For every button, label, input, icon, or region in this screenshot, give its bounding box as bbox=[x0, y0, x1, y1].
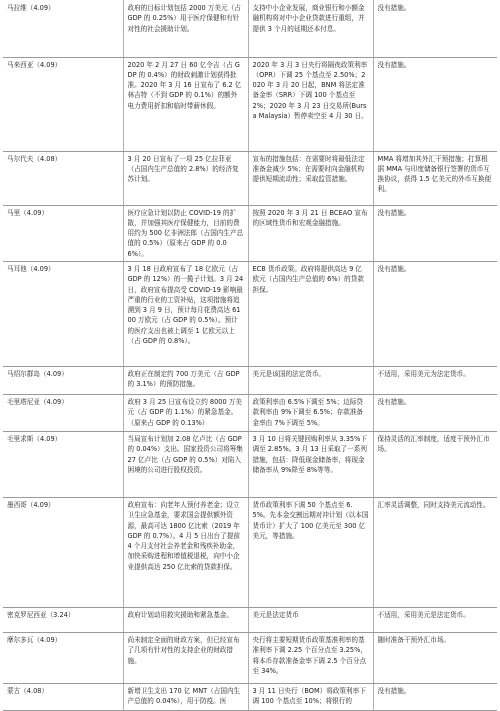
fiscal-measures-cell: 尚未制定全面的财政方案，但已经宣布了几项有针对性的支持企业的财政措施。 bbox=[123, 632, 248, 683]
table-row bbox=[3, 431, 497, 497]
table-row bbox=[3, 394, 497, 431]
fiscal-measures-cell: 政府 3 月 25 日宣布设立约 8000 万美元（占 GDP 的 1.1%）的紧急基金。（原来占 GDP 的 0.13%） bbox=[123, 394, 248, 431]
table-row bbox=[3, 607, 497, 632]
country-cell: 毛里求斯（4.09） bbox=[3, 431, 123, 497]
table-row bbox=[3, 683, 497, 710]
table-row bbox=[3, 261, 497, 366]
country-cell: 毛里塔尼亚（4.09） bbox=[3, 394, 123, 431]
table-row bbox=[3, 0, 497, 57]
table-row bbox=[3, 632, 497, 683]
country-cell: 马拉维（4.09） bbox=[3, 0, 123, 57]
monetary-measures-cell: 宣布的措施包括：在需要时将最低法定准备金减少 5%；在需要时向金融机构提供短期流动性；采取监管措施。 bbox=[248, 151, 373, 205]
fx-measures-cell: 没有措施。 bbox=[373, 0, 497, 57]
monetary-measures-cell: 按照 2020 年 3 月 21 日 BCEAO 宣布的区域性货币和宏观金融措施。 bbox=[248, 205, 373, 261]
monetary-measures-cell: 货币政策利率下调 50 个基点至 6.5%。先本金交割远期对冲计划（以本国货币计）扩大了 100 亿美元至 300 亿美元，等措施。 bbox=[248, 497, 373, 607]
fiscal-measures-cell: 2020 年 2 月 27 日 60 亿令吉（占 GDP 的 0.4%）的财政刺激计划获得批准。2020 年 3 月 16 日宣布了 6.2 亿林吉特（不到 GDP 的 0.1%）的额外电力费用折扣和临时带薪休假。 bbox=[123, 57, 248, 151]
monetary-measures-cell: 3 月 11 日央行（BOM）将政策利率下调 100 个基点至 10%；将银行的 bbox=[248, 683, 373, 710]
table-row bbox=[3, 366, 497, 394]
fiscal-measures-cell: 政府的目标计划包括 2000 万美元（占 GDP 的 0.25%）用于医疗保健和有针对性的社会援助计划。 bbox=[123, 0, 248, 57]
fx-measures-cell: 没有措施。 bbox=[373, 57, 497, 151]
monetary-measures-cell: 2020 年 3 月 3 日央行将隔夜政策利率（OPR）下调 25 个基点至 2.50%；2020 年 3 月 20 日起，BNM 将法定准备金率（SRR）下调 100 个基点至 2%；2020 年 3 月 23 日交易所(Bursa Malaysia）暂停卖空至 4 月 30 日。 bbox=[248, 57, 373, 151]
country-cell: 摩尔多瓦（4.09） bbox=[3, 632, 123, 683]
table-row bbox=[3, 57, 497, 151]
fiscal-measures-cell: 3 月 20 日宣布了一项 25 亿拉菲亚（占国内生产总值的 2.8%）的经济复苏计划。 bbox=[123, 151, 248, 205]
country-cell: 马耳他（4.09） bbox=[3, 261, 123, 366]
fx-measures-cell: 汇率灵活调整，同时支持美元流动性。 bbox=[373, 497, 497, 607]
monetary-measures-cell: 央行将主要短期货币政策基准利率的基准利率下调 2.25 个百分点至 3.25%，将本币存款准备金率下调 2.5 个百分点至 34%。 bbox=[248, 632, 373, 683]
fx-measures-cell: 没有措施。 bbox=[373, 261, 497, 366]
fiscal-measures-cell: 当局宣布计划加 2.08 亿卢比（占 GDP 的 0.04%）支出。国家投资公司将筹集 27 亿卢比（占 GDP 的 0.5%）对陷入困境的公司进行股权投资。 bbox=[123, 431, 248, 497]
fx-measures-cell: MMA 将增加其外汇干预措施；打算根据 MMA 与印度储备银行签署的货币互换协议，获得 1.5 亿美元的外币互换便利。 bbox=[373, 151, 497, 205]
country-cell: 密克罗尼西亚（3.24） bbox=[3, 607, 123, 632]
fiscal-measures-cell: 医疗应急计划以防止 COVID-19 的扩散，并加强其医疗保健能力，目前的费用约为 500 亿非洲法郎（占国内生产总值的 0.5%）（原来占 GDP 的 0.06%）。 bbox=[123, 205, 248, 261]
country-cell: 马尔代夫（4.08） bbox=[3, 151, 123, 205]
fiscal-measures-cell: 新增卫生支出 170 亿 MNT（占国内生产总值的 0.04%），用于防疫。医 bbox=[123, 683, 248, 710]
country-cell: 墨西哥（4.09） bbox=[3, 497, 123, 607]
country-cell: 马来西亚（4.09） bbox=[3, 57, 123, 151]
monetary-measures-cell: 美元是该国的法定货币。 bbox=[248, 366, 373, 394]
country-cell: 马里（4.09） bbox=[3, 205, 123, 261]
monetary-measures-cell: 政策利率由 6.5%下调至 5%；边际贷款利率由 9%下调至 6.5%；存款准备金率由 7%下调至 5%。 bbox=[248, 394, 373, 431]
country-cell: 蒙古（4.08） bbox=[3, 683, 123, 710]
fiscal-measures-cell: 政府计划动用救灾援助和紧急基金。 bbox=[123, 607, 248, 632]
monetary-measures-cell: 3 月 10 日将关键回购利率从 3.35%下调至 2.85%。3 月 13 日采取了一系列措施，包括：降低现金储备率，将现金储备率从 9%降至 8%等等。 bbox=[248, 431, 373, 497]
fx-measures-cell: 没有措施。 bbox=[373, 683, 497, 710]
table-row bbox=[3, 205, 497, 261]
monetary-measures-cell: 美元是法定货币 bbox=[248, 607, 373, 632]
fx-measures-cell: 没有措施。 bbox=[373, 205, 497, 261]
monetary-measures-cell: 支持中小企业发展，商业银行和小额金融机构将对中小企业贷款进行重组，并提供 3 个月的延期还本付息。 bbox=[248, 0, 373, 57]
fx-measures-cell: 不适用，采用美元是法定货币。 bbox=[373, 607, 497, 632]
fiscal-measures-cell: 政府正在制定约 700 万美元（占 GDP 的 3.1%）的预防措施。 bbox=[123, 366, 248, 394]
monetary-measures-cell: ECB 货币政策。政府将提供高达 9 亿欧元（占国内生产总值的 6%）的贷款担保。 bbox=[248, 261, 373, 366]
fx-measures-cell: 不适用，采用美元为法定货币。 bbox=[373, 366, 497, 394]
country-cell: 马绍尔群岛（4.09） bbox=[3, 366, 123, 394]
fiscal-measures-cell: 政府宣布：向老年人预付养老金；设立卫生应急基金，要求国会提供额外资源，最高可达 1800 亿比索（2019 年 GDP 的 0.7%）。4 月 5 日出台了提前 4 个月支付社会养老金和残疾补助金，加快采购进程和增值税退税，向中小企业提供高达 250 亿比索的贷款担保。 bbox=[123, 497, 248, 607]
fx-measures-cell: 保持灵活的汇率制度，适度干预外汇市场。 bbox=[373, 431, 497, 497]
fiscal-measures-cell: 3 月 18 日政府宣布了 18 亿欧元（占 GDP 的 12%）的一揽子计划。3 月 24 日，政府宣布提高受 COVID-19 影响最严重的行业的工资补贴，这项措施将追溯到 3 月 9 日，预计每月花费高达 6100 万欧元（占 GDP 的 0.5%）。预计的医疗支出也被上调至 1 亿欧元以上（占 GDP 的 0.8%）。 bbox=[123, 261, 248, 366]
policy-measures-table bbox=[3, 0, 497, 711]
table-row bbox=[3, 497, 497, 607]
fx-measures-cell: 没有措施。 bbox=[373, 394, 497, 431]
fx-measures-cell: 随时准备干预外汇市场。 bbox=[373, 632, 497, 683]
table-row bbox=[3, 151, 497, 205]
